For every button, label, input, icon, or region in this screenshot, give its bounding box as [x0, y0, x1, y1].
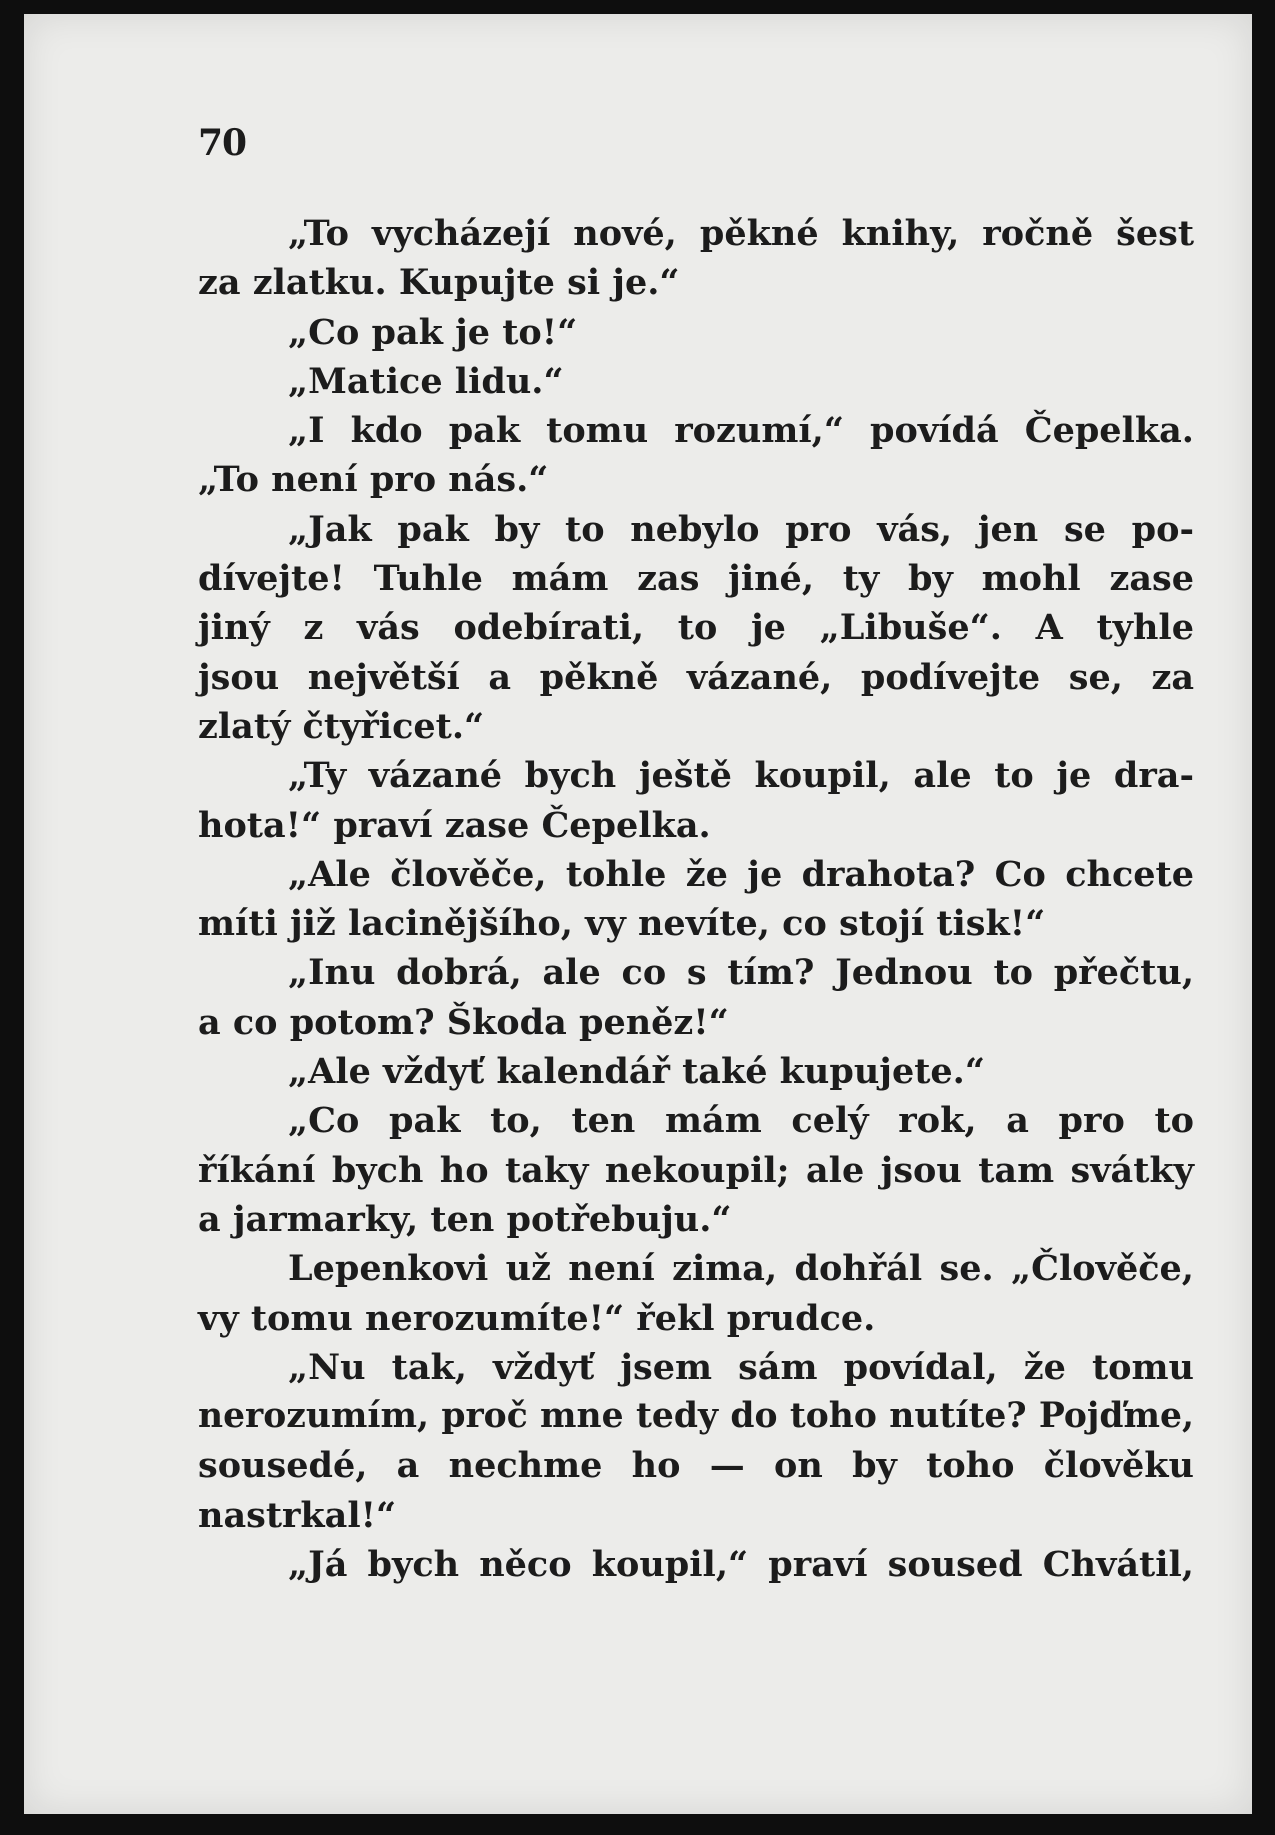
text-line: „To vycházejí nové, pěkné knihy, ročně šest — [288, 213, 1194, 254]
text-line: jsou největší a pěkně vázané, podívejte se, za — [198, 656, 1194, 698]
text-line: zlatý čtyřicet.“ — [198, 705, 485, 747]
text-line: „Ty vázané bych ještě koupil, ale to je dra- — [288, 755, 1194, 797]
text-line: „Ale člověče, tohle že je drahota? Co chcete — [288, 853, 1194, 895]
text-line: „To není pro nás.“ — [198, 459, 549, 501]
text-line: nastrkal!“ — [198, 1494, 397, 1536]
text-line: „Inu dobrá, ale co s tím? Jednou to přečtu, — [288, 952, 1194, 994]
text-line: hota!“ praví zase Čepelka. — [198, 804, 711, 846]
text-line: „Co pak to, ten mám celý rok, a pro to — [288, 1100, 1194, 1142]
text-line: „Jak pak by to nebylo pro vás, jen se po- — [288, 508, 1194, 550]
text-line: dívejte! Tuhle mám zas jiné, ty by mohl zase — [198, 558, 1194, 600]
text-line: „Matice lidu.“ — [288, 360, 564, 402]
text-line: „Já bych něco koupil,“ praví soused Chvátil, — [288, 1544, 1194, 1586]
text-line: a co potom? Škoda peněz!“ — [198, 1001, 729, 1043]
text-line: míti již lacinějšího, vy nevíte, co stojí tisk!“ — [198, 903, 1046, 945]
text-line: sousedé, a nechme ho — on by toho člověku — [198, 1445, 1194, 1487]
text-line: říkání bych ho taky nekoupil; ale jsou tam svátky — [198, 1149, 1194, 1191]
text-line: nerozumím, proč mne tedy do toho nutíte? Pojďme, — [198, 1396, 1194, 1437]
text-line: vy tomu nerozumíte!“ řekl prudce. — [198, 1297, 876, 1339]
text-line: a jarmarky, ten potřebuju.“ — [198, 1198, 732, 1240]
body-text — [198, 209, 1194, 1589]
text-line: „Ale vždyť kalendář také kupujete.“ — [288, 1051, 985, 1093]
text-line: za zlatku. Kupujte si je.“ — [198, 262, 680, 304]
text-line: „I kdo pak tomu rozumí,“ povídá Čepelka. — [288, 410, 1194, 452]
book-page — [24, 14, 1252, 1814]
text-line: Lepenkovi už není zima, dohřál se. „Člověče, — [288, 1248, 1194, 1290]
text-line: „Co pak je to!“ — [288, 311, 578, 353]
page-number: 70 — [198, 122, 247, 164]
text-line: „Nu tak, vždyť jsem sám povídal, že tomu — [288, 1346, 1194, 1388]
text-line: jiný z vás odebírati, to je „Libuše“. A tyhle — [198, 607, 1194, 649]
